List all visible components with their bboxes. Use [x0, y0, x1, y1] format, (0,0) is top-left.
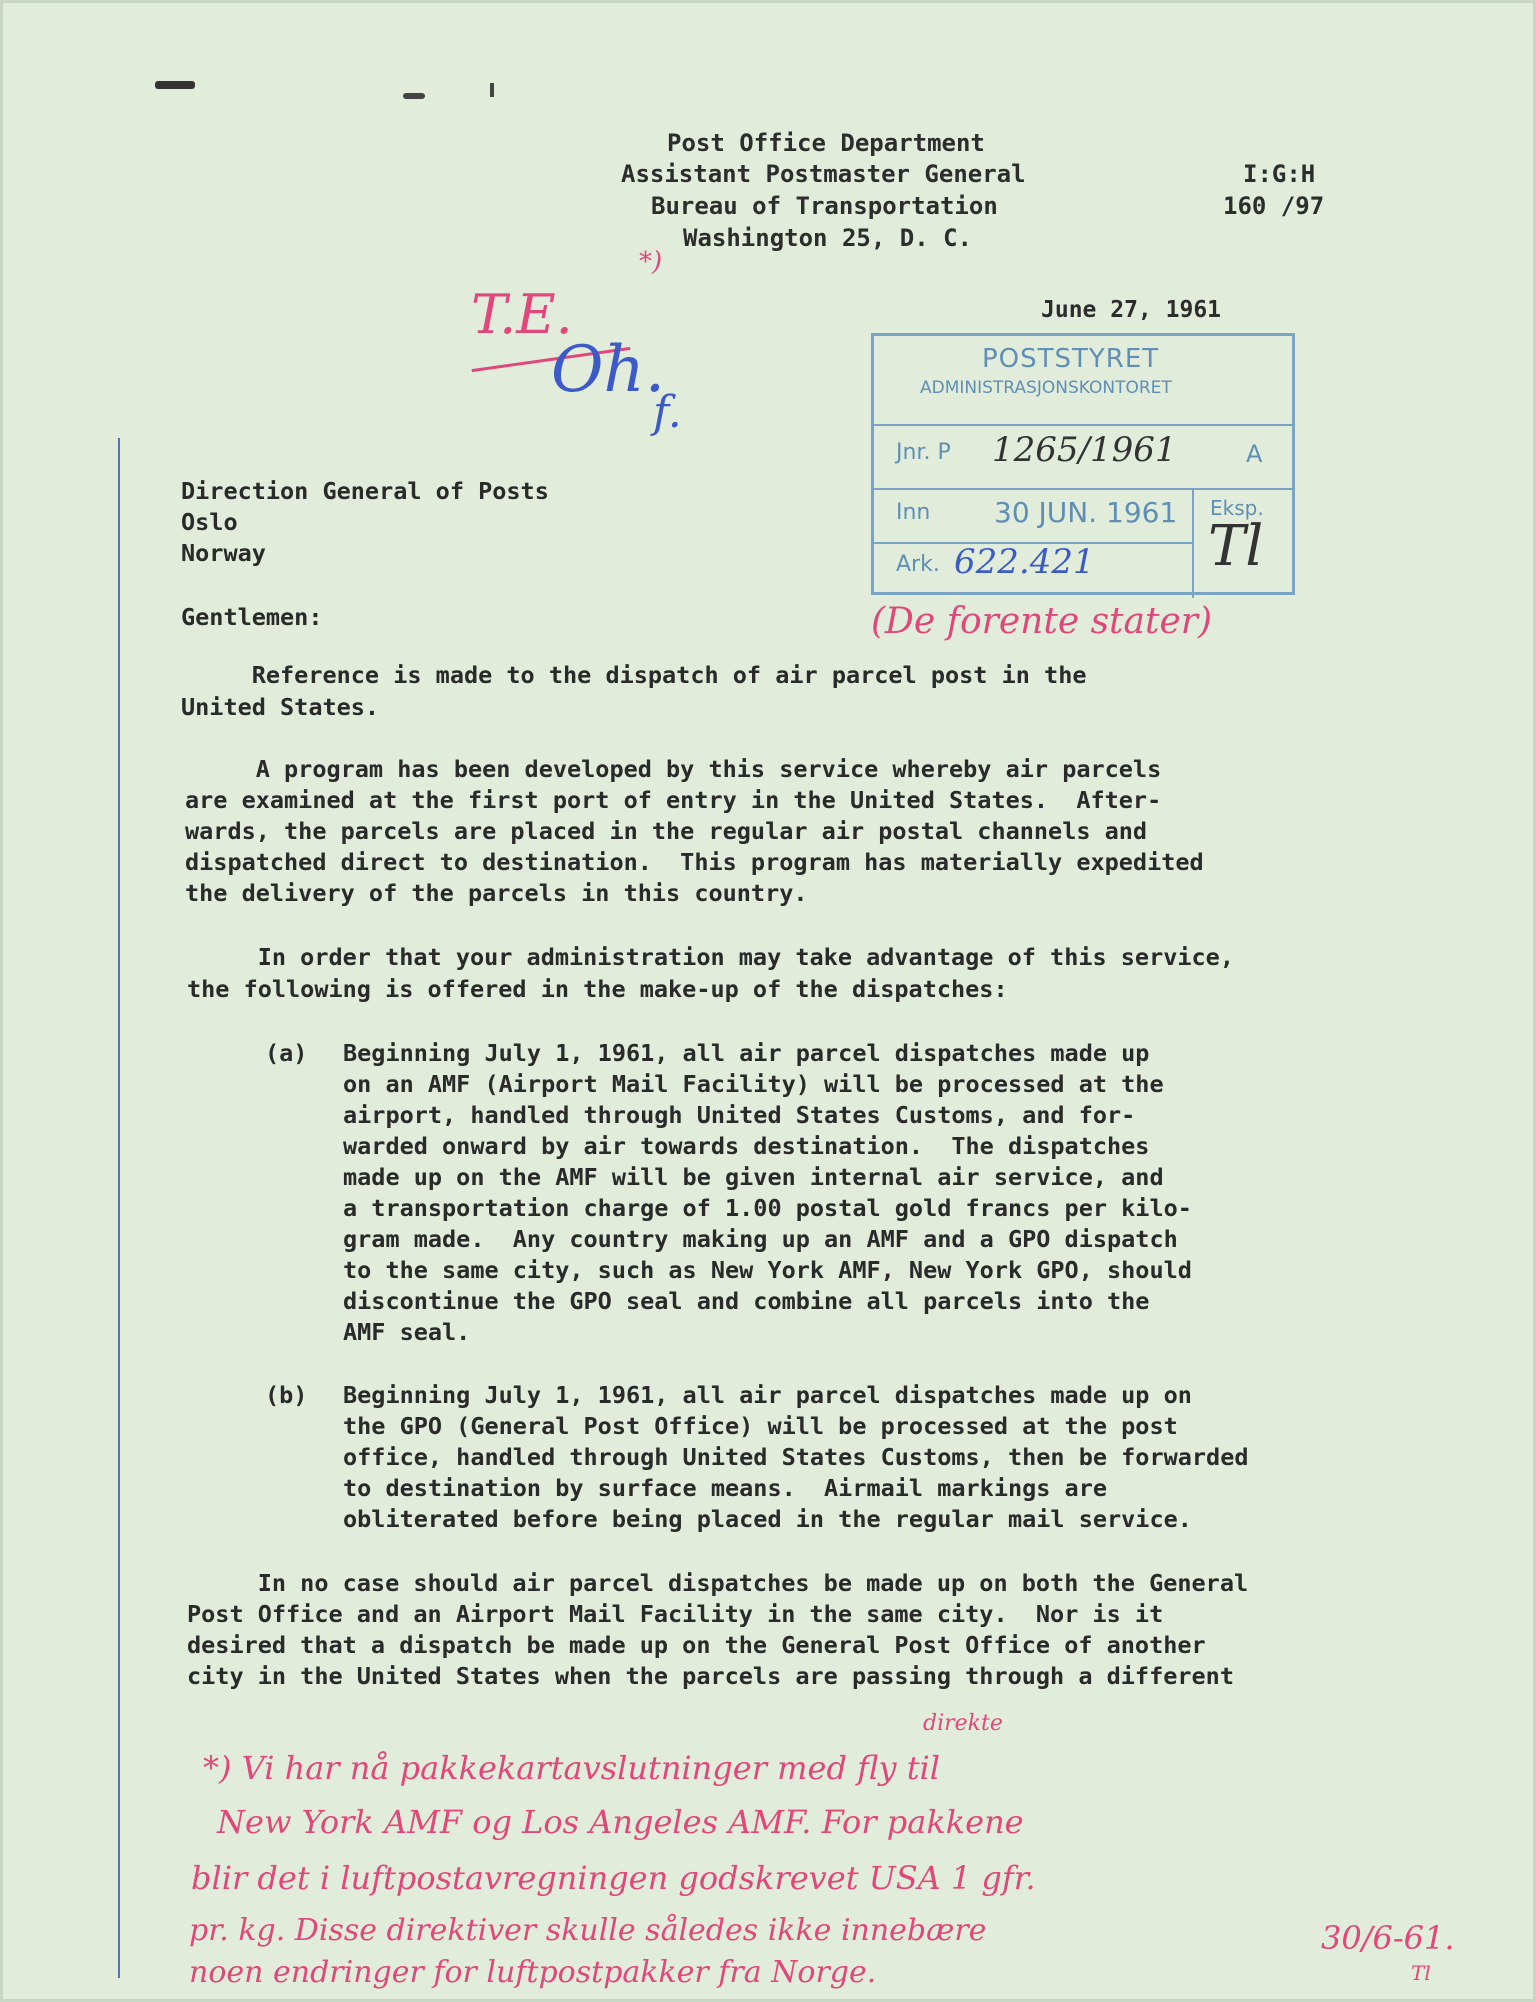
handwritten-footnote-line: *) Vi har nå pakkekartavslutninger med fly til: [203, 1749, 941, 1787]
scan-speck: [490, 83, 494, 97]
item-line: discontinue the GPO seal and combine all parcels into the: [343, 1287, 1150, 1315]
paragraph-line: United States.: [181, 693, 380, 721]
item-line: warded onward by air towards destination. The dispatches: [343, 1132, 1150, 1160]
item-label: (b): [265, 1381, 308, 1409]
paragraph-line: In no case should air parcel dispatches be made up on both the General: [187, 1569, 1249, 1597]
received-stamp: [871, 333, 1295, 595]
handwritten-signature-initials: Tl: [1411, 1961, 1431, 1985]
stamp-eksp-label: Eksp.: [1210, 496, 1264, 520]
stamp-inn-label: Inn: [896, 500, 931, 525]
paragraph-line: the following is offered in the make-up of the dispatches:: [187, 975, 1008, 1003]
stamp-title: POSTSTYRET: [982, 344, 1160, 374]
salutation: Gentlemen:: [181, 603, 323, 631]
stamp-subtitle: ADMINISTRASJONSKONTORET: [920, 378, 1172, 398]
paragraph-line: city in the United States when the parcels are passing through a different: [187, 1662, 1234, 1690]
file-reference: I:G:H: [1243, 160, 1316, 188]
paragraph-line: are examined at the first port of entry in the United States. After-: [185, 786, 1162, 814]
margin-line: [118, 438, 120, 1978]
handwritten-country-note: (De forente stater): [871, 601, 1212, 642]
item-label: (a): [265, 1039, 308, 1067]
item-line: on an AMF (Airport Mail Facility) will be processed at the: [343, 1070, 1164, 1098]
stamp-divider: [874, 424, 1292, 426]
handwritten-initials-red: T.E.: [471, 283, 573, 346]
handwritten-insert: direkte: [923, 1711, 1003, 1736]
stamp-received-date: 30 JUN. 1961: [994, 496, 1178, 529]
paragraph-line: desired that a dispatch be made up on the General Post Office of another: [187, 1631, 1206, 1659]
handwritten-footnote-line: New York AMF og Los Angeles AMF. For pakkene: [217, 1803, 1024, 1841]
item-line: office, handled through United States Customs, then be forwarded: [343, 1443, 1249, 1471]
handwritten-footnote-line: pr. kg. Disse direktiver skulle således ikke innebære: [189, 1913, 987, 1948]
item-line: the GPO (General Post Office) will be processed at the post: [343, 1412, 1178, 1440]
scan-speck: [155, 81, 195, 89]
letterhead-line: Assistant Postmaster General: [621, 160, 1026, 188]
item-line: obliterated before being placed in the regular mail service.: [343, 1505, 1192, 1533]
paragraph-line: A program has been developed by this service whereby air parcels: [185, 755, 1162, 783]
item-line: made up on the AMF will be given internal air service, and: [343, 1163, 1164, 1191]
paragraph-line: Reference is made to the dispatch of air parcel post in the: [181, 661, 1087, 689]
letterhead-line: Washington 25, D. C.: [683, 224, 972, 252]
item-line: Beginning July 1, 1961, all air parcel dispatches made up on: [343, 1381, 1192, 1409]
handwritten-date-signature: 30/6-61.: [1321, 1919, 1455, 1957]
stamp-journal-number: 1265/1961: [992, 430, 1177, 470]
item-line: gram made. Any country making up an AMF and a GPO dispatch: [343, 1225, 1178, 1253]
letterhead-line: Bureau of Transportation: [651, 192, 998, 220]
stamp-jnr-letter: A: [1246, 440, 1263, 468]
item-line: to destination by surface means. Airmail markings are: [343, 1474, 1108, 1502]
file-reference-number: 160 /97: [1223, 192, 1325, 220]
item-line: Beginning July 1, 1961, all air parcel dispatches made up: [343, 1039, 1150, 1067]
addressee-line: Oslo: [181, 508, 238, 536]
paragraph-line: the delivery of the parcels in this country.: [185, 879, 808, 907]
paragraph-line: Post Office and an Airport Mail Facility in the same city. Nor is it: [187, 1600, 1164, 1628]
item-line: a transportation charge of 1.00 postal gold francs per kilo-: [343, 1194, 1192, 1222]
stamp-archive-number: 622.421: [954, 542, 1095, 582]
handwritten-initials-blue: Oh.: [551, 333, 666, 407]
item-line: airport, handled through United States Customs, and for-: [343, 1101, 1136, 1129]
stamp-divider-vertical: [1192, 488, 1194, 598]
paragraph-line: In order that your administration may take advantage of this service,: [187, 943, 1234, 971]
footnote-marker: *): [639, 247, 663, 277]
handwritten-initials-blue-tail: f.: [653, 387, 682, 438]
letter-date: June 27, 1961: [1041, 297, 1222, 323]
stamp-ark-label: Ark.: [896, 552, 940, 577]
stamp-divider: [874, 488, 1292, 490]
addressee-line: Direction General of Posts: [181, 477, 549, 505]
stamp-jnr-label: Jnr. P: [896, 440, 951, 465]
letterhead-line: Post Office Department: [667, 129, 985, 157]
scan-speck: [403, 93, 425, 99]
item-line: to the same city, such as New York AMF, New York GPO, should: [343, 1256, 1192, 1284]
paragraph-line: wards, the parcels are placed in the regular air postal channels and: [185, 817, 1148, 845]
addressee-line: Norway: [181, 539, 266, 567]
paragraph-line: dispatched direct to destination. This program has materially expedited: [185, 848, 1204, 876]
stamp-eksp-initials: Tl: [1208, 514, 1264, 579]
handwritten-footnote-line: blir det i luftpostavregningen godskrevet USA 1 gfr.: [191, 1859, 1036, 1897]
handwritten-footnote-line: noen endringer for luftpostpakker fra Norge.: [189, 1955, 877, 1990]
item-line: AMF seal.: [343, 1318, 471, 1346]
